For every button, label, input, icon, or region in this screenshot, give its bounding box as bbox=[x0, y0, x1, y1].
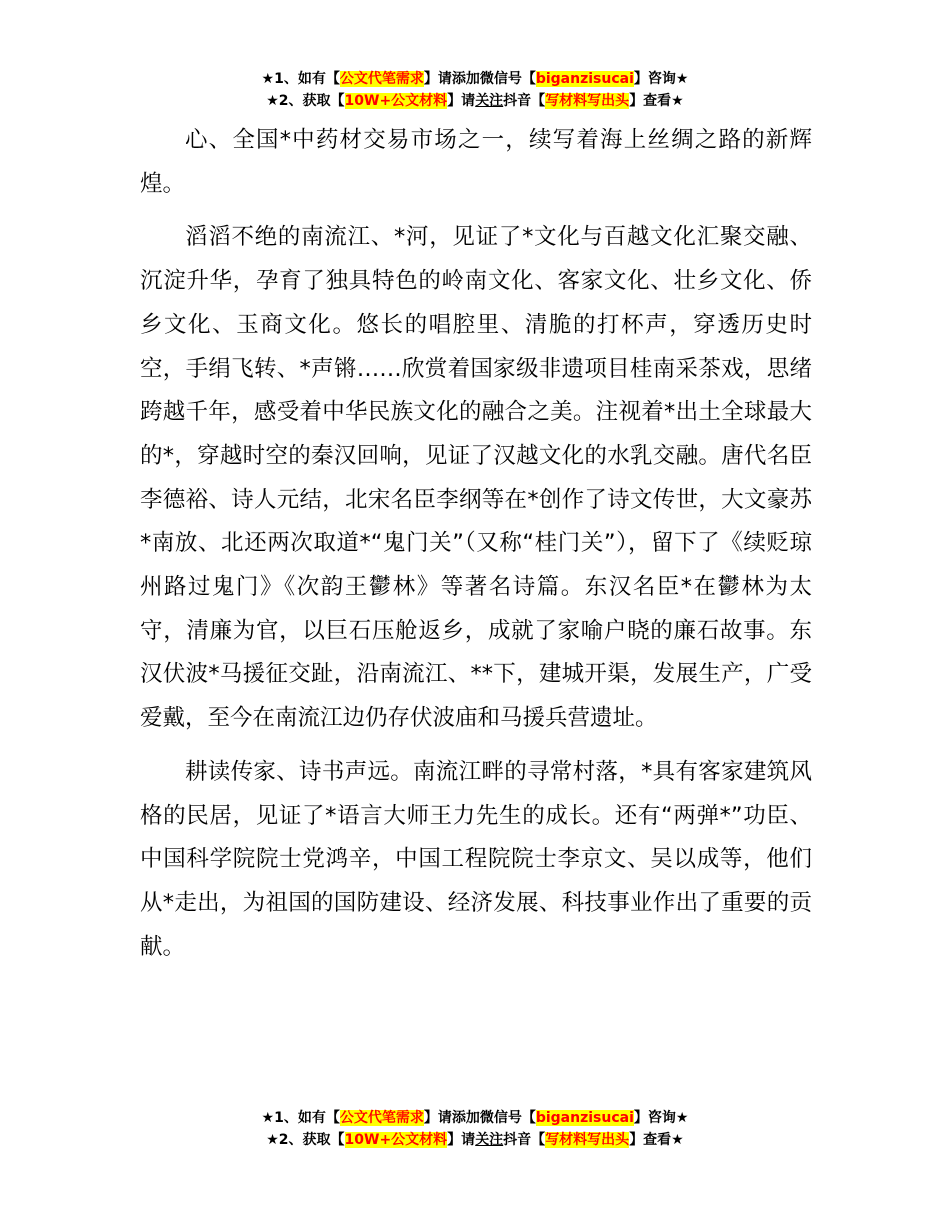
highlight-service: 公文代笔需求 bbox=[339, 71, 424, 87]
underlined-follow: 关注 bbox=[475, 93, 504, 109]
banner-text: 抖音【 bbox=[503, 93, 546, 109]
banner-line-2 bbox=[0, 1129, 950, 1151]
banner-text: ★2、获取【 bbox=[266, 93, 345, 109]
banner-text: 】请 bbox=[447, 1132, 476, 1148]
paragraph: 滔滔不绝的南流江、*河，见证了*文化与百越文化汇聚交融、沉淀升华，孕育了独具特色的岭南文化、客家文化、壮乡文化、侨乡文化、玉商文化。悠长的唱腔里、清脆的打杯声，穿透历史时空，手绢飞转、*声锵……欣赏着国家级非遗项目桂南采茶戏，思绪跨越千年，感受着中华民族文化的融合之美。注视着*出土全球最大的*，穿越时空的秦汉回响，见证了汉越文化的水乳交融。唐代名臣李德裕、诗人元结，北宋名臣李纲等在*创作了诗文传世，大文豪苏*南放、北还两次取道*“鬼门关”（又称“桂门关”），留下了《续贬琼州路过鬼门》《次韵王鬱林》等著名诗篇。东汉名臣*在鬱林为太守，清廉为官，以巨石压舱返乡，成就了家喻户晓的廉石故事。东汉伏波*马援征交趾，沿南流江、**下，建城开渠，发展生产，广受爱戴，至今在南流江边仍存伏波庙和马援兵营遗址。 bbox=[140, 224, 812, 732]
header-banner bbox=[0, 68, 950, 112]
document-body bbox=[140, 119, 812, 969]
banner-text: 】咨询★ bbox=[633, 1110, 689, 1126]
banner-text: ★1、如有【 bbox=[261, 71, 340, 87]
highlight-materials: 10W+公文材料 bbox=[344, 1132, 448, 1148]
banner-line-1 bbox=[0, 68, 950, 90]
banner-text: 抖音【 bbox=[503, 1132, 546, 1148]
banner-text: 】请添加微信号【 bbox=[423, 71, 536, 87]
banner-line-1 bbox=[0, 1107, 950, 1129]
highlight-service: 公文代笔需求 bbox=[339, 1110, 424, 1126]
underlined-follow: 关注 bbox=[475, 1132, 504, 1148]
highlight-wechat-id: biganzisucai bbox=[535, 71, 634, 87]
highlight-materials: 10W+公文材料 bbox=[344, 93, 448, 109]
banner-text: ★2、获取【 bbox=[266, 1132, 345, 1148]
footer-banner bbox=[0, 1107, 950, 1151]
banner-text: 】请添加微信号【 bbox=[423, 1110, 536, 1126]
banner-text: ★1、如有【 bbox=[261, 1110, 340, 1126]
banner-text: 】咨询★ bbox=[633, 71, 689, 87]
banner-text: 】请 bbox=[447, 93, 476, 109]
banner-text: 】查看★ bbox=[629, 1132, 684, 1148]
banner-line-2 bbox=[0, 90, 950, 112]
banner-text: 】查看★ bbox=[629, 93, 684, 109]
paragraph: 心、全国*中药材交易市场之一，续写着海上丝绸之路的新辉煌。 bbox=[140, 127, 812, 197]
highlight-wechat-id: biganzisucai bbox=[535, 1110, 634, 1126]
highlight-douyin-account: 写材料写出头 bbox=[545, 93, 630, 109]
paragraph: 耕读传家、诗书声远。南流江畔的寻常村落，*具有客家建筑风格的民居，见证了*语言大师王力先生的成长。还有“两弹*”功臣、中国科学院院士党鸿辛，中国工程院院士李京文、吴以成等，他们从*走出，为祖国的国防建设、经济发展、科技事业作出了重要的贡献。 bbox=[140, 758, 812, 960]
highlight-douyin-account: 写材料写出头 bbox=[545, 1132, 630, 1148]
